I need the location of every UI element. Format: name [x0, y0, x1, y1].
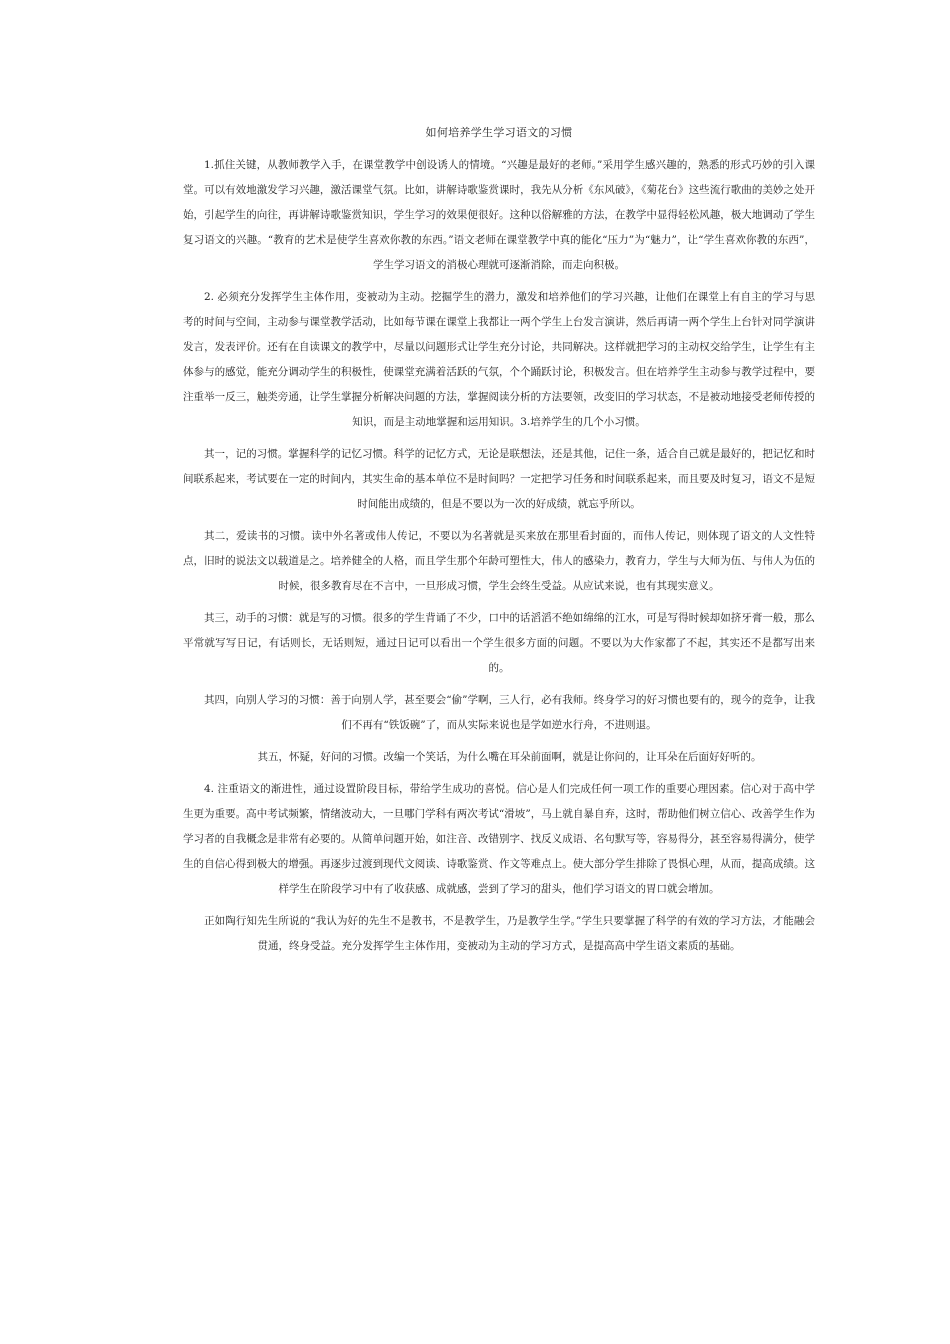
paragraph-habit-3: 其三，动手的习惯：就是写的习惯。很多的学生背诵了不少，口中的话滔滔不绝如绵绵的江水，可是写得时候却如挤牙膏一般，那么平常就写写日记，有话则长，无话则短，通过日记可以看出一个学生很多方面的问题。不要以为大作家都了不起，其实还不是都写出来的。	[183, 612, 815, 674]
paragraph-habit-2: 其二，爱读书的习惯。读中外名著或伟人传记，不要以为名著就是买来放在那里看封面的，而伟人传记，则体现了语文的人文性特点，旧时的说法文以载道是之。培养健全的人格，而且学生那个年龄可塑性大，伟人的感染力，教育力，学生与大师为伍、与伟人为伍的时候，很多教育尽在不言中，一旦形成习惯，学生会终生受益。从应试来说，也有其现实意义。	[183, 530, 815, 592]
document-body	[183, 125, 815, 966]
paragraph-habit-1: 其一，记的习惯。掌握科学的记忆习惯。科学的记忆方式，无论是联想法，还是其他，记住一条，适合自己就是最好的，把记忆和时间联系起来，考试要在一定的时间内，其实生命的基本单位不是时间吗？一定把学习任务和时间联系起来，而且要及时复习，语文不是短时间能出成绩的，但是不要以为一次的好成绩，就忘乎所以。	[183, 448, 815, 510]
paragraph-2: 2. 必须充分发挥学生主体作用，变被动为主动。挖掘学生的潜力，激发和培养他们的学习兴趣，让他们在课堂上有自主的学习与思考的时间与空间，主动参与课堂教学活动，比如每节课在课堂上我都让一两个学生上台发言演讲，然后再请一两个学生上台针对同学演讲发言，发表评价。还有在自读课文的教学中，尽量以问题形式让学生充分讨论，共同解决。这样就把学习的主动权交给学生，让学生有主体参与的感觉，能充分调动学生的积极性，使课堂充满着活跃的气氛，个个踊跃讨论，积极发言。但在培养学生主动参与教学过程中，要注重举一反三，触类旁通，让学生掌握分析解决问题的方法，掌握阅读分析的方法要领，改变旧的学习状态，不是被动地接受老师传授的知识，而是主动地掌握和运用知识。3.培养学生的几个小习惯。	[183, 291, 815, 428]
paragraph-habit-4: 其四，向别人学习的习惯：善于向别人学，甚至要会“偷”学啊，三人行，必有我师。终身学习的好习惯也要有的，现今的竞争，让我们不再有“铁饭碗”了，而从实际来说也是学如逆水行舟，不进则退。	[204, 694, 815, 731]
document-title: 如何培养学生学习语文的习惯	[425, 126, 573, 139]
paragraph-habit-5: 其五，怀疑，好问的习惯。改编一个笑话，为什么嘴在耳朵前面啊，就是让你问的，让耳朵在后面好好听的。	[257, 751, 762, 763]
paragraph-4: 4. 注重语文的渐进性，通过设置阶段目标，带给学生成功的喜悦。信心是人们完成任何一项工作的重要心理因素。信心对于高中学生更为重要。高中考试频繁，情绪波动大，一旦哪门学科有两次考试“滑坡”，马上就自暴自弃，这时，帮助他们树立信心、改善学生作为学习者的自我概念是非常有必要的。从简单问题开始，如注音、改错别字、找反义成语、名句默写等，容易得分，甚至容易得满分，使学生的自信心得到极大的增强。再逐步过渡到现代文阅读、诗歌鉴赏、作文等难点上。使大部分学生排除了畏惧心理，从而，提高成绩。这样学生在阶段学习中有了收获感、成就感，尝到了学习的甜头，他们学习语文的胃口就会增加。	[183, 783, 815, 895]
paragraph-conclusion: 正如陶行知先生所说的“我认为好的先生不是教书，不是教学生，乃是教学生学。”学生只要掌握了科学的有效的学习方法，才能融会贯通，终身受益。充分发挥学生主体作用，变被动为主动的学习方式，是提高高中学生语文素质的基础。	[204, 915, 815, 952]
paragraph-1: 1.抓住关键，从教师教学入手，在课堂教学中创设诱人的情境。“兴趣是最好的老师。”采用学生感兴趣的，熟悉的形式巧妙的引入课堂。可以有效地激发学习兴趣，激活课堂气氛。比如，讲解诗歌鉴赏课时，我先从分析《东风破》，《菊花台》这些流行歌曲的美妙之处开始，引起学生的向往，再讲解诗歌鉴赏知识，学生学习的效果便很好。这种以俗解雅的方法，在教学中显得轻松风趣，极大地调动了学生复习语文的兴趣。“教育的艺术是使学生喜欢你教的东西。”语文老师在课堂教学中真的能化“压力”为“魅力”，让“学生喜欢你教的东西”，学生学习语文的消极心理就可逐渐消除，而走向积极。	[183, 159, 815, 271]
